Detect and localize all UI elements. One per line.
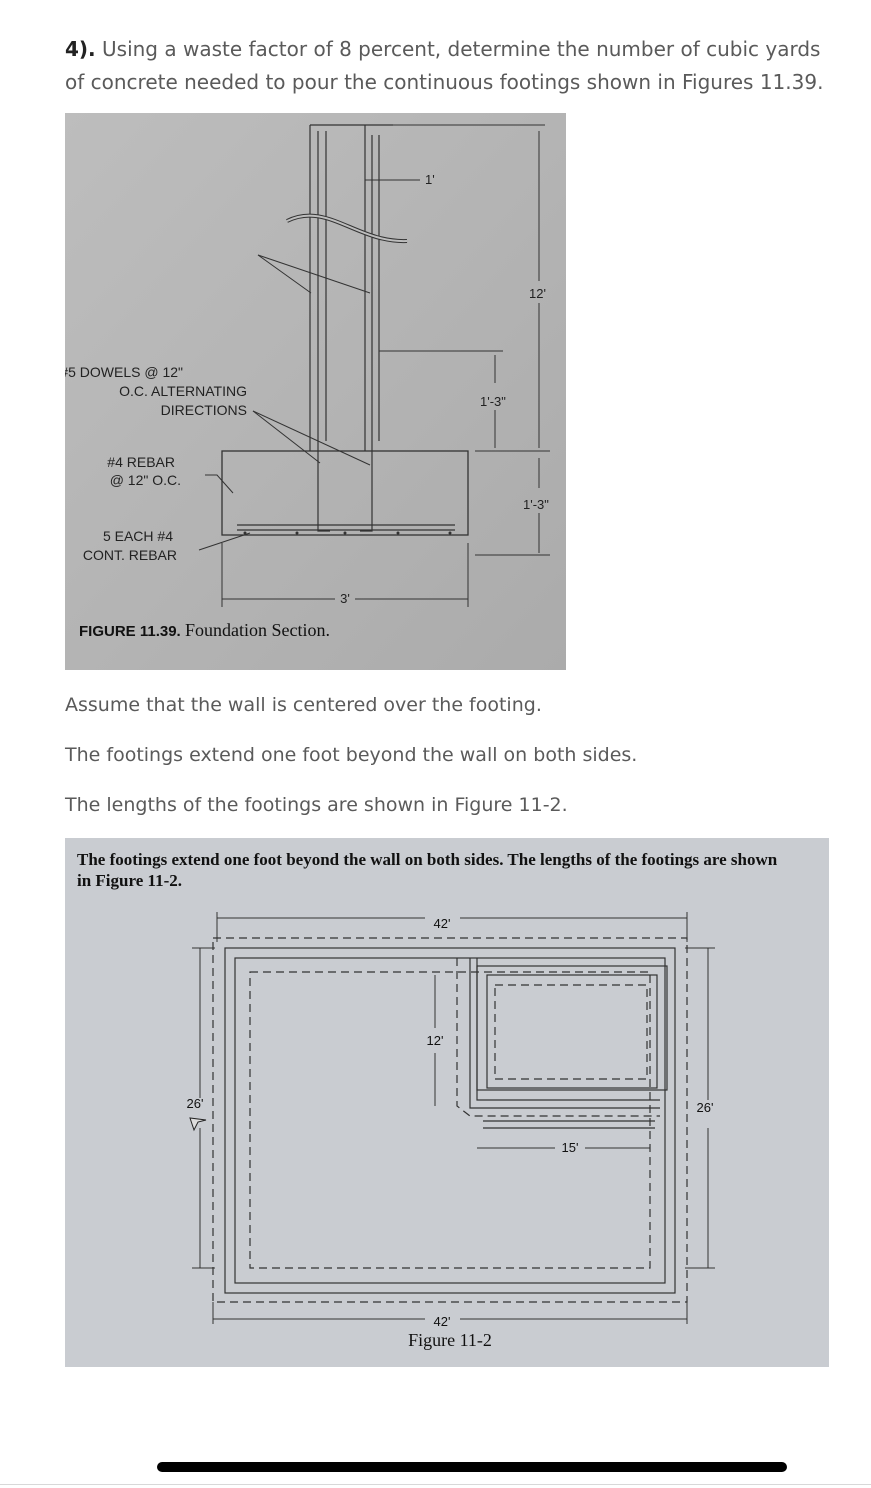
dim-left-length: 26'	[186, 1096, 204, 1111]
question-body: Using a waste factor of 8 percent, determine the number of cubic yards of concrete needed to pour the continuous footings shown in Figures 11.39.	[65, 37, 824, 94]
bottom-divider	[0, 1484, 871, 1485]
question-text	[65, 33, 825, 99]
dim-top-length: 42'	[433, 916, 451, 931]
dim-right-length: 26'	[696, 1100, 714, 1115]
figure1-caption-text: Foundation Section.	[185, 620, 330, 640]
dim-inner-vertical: 12'	[426, 1033, 444, 1048]
dim-wall-height: 12'	[529, 286, 546, 301]
dowels-label-line2: O.C. ALTERNATING	[119, 383, 247, 399]
dim-wall-thickness: 1'	[425, 172, 435, 187]
dim-wall-embed: 1'-3"	[480, 394, 506, 409]
figure2-caption: Figure 11-2	[408, 1330, 492, 1350]
home-indicator[interactable]	[157, 1462, 787, 1472]
dim-footing-width: 3'	[340, 591, 350, 606]
dim-footing-depth: 1'-3"	[523, 497, 549, 512]
rebar-label-line1: #4 REBAR	[107, 454, 175, 470]
figure2-header-line2: in Figure 11-2.	[77, 871, 182, 890]
dowels-label-line3: DIRECTIONS	[160, 402, 247, 418]
rebar-label-line2: @ 12" O.C.	[109, 472, 181, 488]
dim-inner-horizontal: 15'	[561, 1140, 579, 1155]
figure1-caption-label: FIGURE 11.39.	[79, 623, 181, 640]
figure-footing-plan	[65, 838, 829, 1367]
figure2-header-line1: The footings extend one foot beyond the wall on both sides. The lengths of the footings are shown	[77, 850, 778, 869]
foundation-section-drawing	[65, 113, 566, 670]
cont-rebar-label-line1: 5 EACH #4	[102, 528, 173, 544]
question-number: 4).	[65, 37, 96, 61]
note-lengths: The lengths of the footings are shown in Figure 11-2.	[65, 794, 568, 816]
footing-plan-drawing	[65, 838, 829, 1367]
dim-bottom-length: 42'	[433, 1314, 451, 1329]
figure-foundation-section	[65, 113, 566, 670]
cont-rebar-label-line2: CONT. REBAR	[82, 547, 177, 563]
dowels-label-line1: #5 DOWELS @ 12"	[65, 364, 183, 380]
note-extend: The footings extend one foot beyond the wall on both sides.	[65, 744, 638, 766]
note-centered: Assume that the wall is centered over the footing.	[65, 694, 542, 716]
